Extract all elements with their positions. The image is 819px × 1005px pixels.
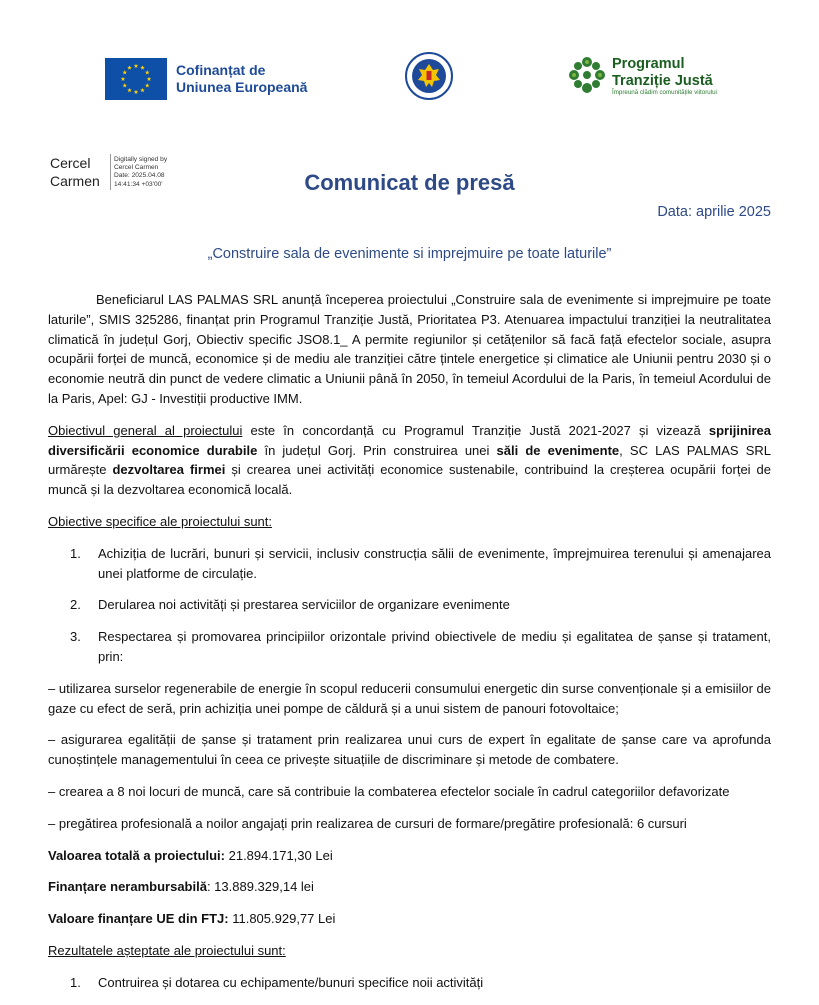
signature-meta-line: Date: 2025.04.08	[114, 172, 165, 180]
objective-bold: săli de evenimente	[496, 442, 620, 458]
eu-star-icon	[134, 64, 139, 68]
list-item	[48, 627, 771, 667]
results-list	[48, 973, 771, 993]
project-subtitle: „Construire sala de evenimente si imprejmuire pe toate laturile”	[207, 246, 612, 262]
value-label: Valoare finanțare UE din FTJ:	[48, 911, 229, 927]
dash-item: – pregătirea profesională a noilor angajați prin realizarea de cursuri de formare/pregătire profesională: 6 cursuri	[48, 815, 687, 831]
eu-star-icon	[140, 88, 145, 92]
eu-star-icon	[140, 65, 145, 69]
specific-heading: Obiective specifice ale proiectului sunt:	[48, 513, 273, 529]
ptj-title	[612, 56, 713, 90]
list-text: Achiziția de lucrări, bunuri și servicii, inclusiv construcția sălii de evenimente, împrejmuirea terenului și amenajarea unei platforme de circulație.	[98, 545, 771, 581]
eu-star-icon	[121, 77, 126, 81]
list-number: 1.	[70, 974, 81, 990]
list-number: 3.	[70, 629, 81, 645]
eu-star-icon	[127, 88, 132, 92]
eu-cofinancing-text	[176, 62, 307, 96]
objective-text: și crearea unei activități economice sustenabile, contribuind la creșterea ocupării forței de muncă și la dezvoltarea economică locală.	[48, 462, 771, 498]
document-body	[48, 290, 771, 1005]
ptj-flower-icon	[566, 54, 608, 96]
eu-star-icon	[147, 77, 152, 81]
specific-objectives-list	[48, 544, 771, 667]
list-number: 1.	[70, 545, 81, 561]
objective-text: este în concordanță cu Programul Tranziție Justă 2021-2027 și vizează	[242, 422, 709, 438]
value-label: Valoarea totală a proiectului:	[48, 847, 225, 863]
list-text: Respectarea și promovarea principiilor orizontale privind obiectivele de mediu și egalitatea de șanse și tratament, prin:	[98, 629, 771, 664]
eu-line-2: Uniunea Europeană	[176, 79, 308, 95]
eu-stars-icon	[105, 58, 167, 100]
eu-star-icon	[145, 70, 150, 74]
list-text: Derularea noi activități și prestarea serviciilor de organizare evenimente	[98, 597, 510, 613]
dash-item: – crearea a 8 noi locuri de muncă, care să contribuie la combaterea efectelor sociale în cadrul categoriilor defavorizate	[48, 783, 730, 799]
eu-star-icon	[122, 70, 127, 74]
signature-name-line-2: Carmen	[50, 173, 100, 189]
results-heading: Rezultatele așteptate ale proiectului sunt:	[48, 942, 286, 958]
objective-label: Obiectivul general al proiectului	[48, 422, 243, 438]
eu-star-icon	[134, 90, 139, 94]
objective-text: , SC LAS PALMAS SRL urmărește	[48, 442, 771, 478]
list-text: Contruirea și dotarea cu echipamente/bunuri specifice noii activități	[98, 974, 484, 990]
objective-bold: sprijinirea diversificării economice durabile	[48, 422, 772, 458]
document-title: Comunicat de presă	[304, 170, 515, 195]
eu-line-1: Cofinanțat de	[176, 62, 266, 78]
signature-meta-line: Cercel Carmen	[114, 164, 159, 172]
list-item	[48, 973, 771, 993]
ptj-line-1: Programul	[612, 56, 685, 72]
eu-flag-logo	[105, 58, 167, 100]
eu-star-icon	[122, 83, 127, 87]
ptj-line-2: Tranziție Justă	[612, 73, 713, 89]
objective-paragraph	[48, 421, 771, 500]
list-item	[48, 595, 771, 615]
list-number: 2.	[70, 597, 81, 613]
value-amount: 11.805.929,77 Lei	[228, 911, 336, 927]
dash-item: – utilizarea surselor regenerabile de energie în scopul reducerii consumului energetic din surse convenționale și a emisiilor de gaze cu efect de seră, prin achiziția unei pompe de căldură și a unui sistem de panouri fotovoltaice;	[48, 680, 771, 716]
ptj-flower-logo	[566, 54, 608, 96]
list-item	[48, 544, 771, 584]
romania-government-seal-icon	[405, 52, 453, 100]
value-nonrefundable	[48, 877, 771, 897]
government-seal-logo	[405, 52, 453, 100]
value-total	[48, 846, 771, 866]
eu-star-icon	[145, 83, 150, 87]
ptj-tagline: Împreună clădim comunitățile viitorului	[612, 89, 717, 96]
value-eu-ftj	[48, 909, 771, 929]
value-amount: : 13.889.329,14 lei	[206, 879, 314, 895]
value-label: Finanțare nerambursabilă	[48, 879, 207, 895]
intro-paragraph: Beneficiarul LAS PALMAS SRL anunță începerea proiectului „Construire sala de evenimente si imprejmuire pe toate laturile”, SMIS 325286, finanțat prin Programul Tranziție Justă, Prioritatea P3. Atenuarea impactului tranziției la neutralitatea climatică în județul Gorj, Obiectiv specific JSO8.1_ A permite regiunilor și cetățenilor să facă față efectelor sociale, asupra ocupării forței de muncă, economice și de mediu ale tranziției către țintele energetice și climatice ale Uniunii pentru 2030 și o economie neutră din punct de vedere climatic a Uniunii până în 2050, în temeiul Acordului de la Paris, în temeiul Acordului de la Paris, Apel: GJ - Investiții productive IMM.	[48, 292, 771, 406]
objective-text: în județul Gorj. Prin construirea unei	[257, 442, 497, 458]
signature-meta-line: Digitally signed by	[114, 156, 168, 163]
signature-meta-line: 14:41:34 +03'00'	[114, 180, 163, 188]
eu-star-icon	[127, 65, 132, 69]
document-date: Data: aprilie 2025	[657, 204, 771, 220]
objective-bold: dezvoltarea firmei	[112, 462, 226, 478]
signature-name-line-1: Cercel	[50, 155, 91, 171]
dash-item: – asigurarea egalității de șanse și tratament prin realizarea unui curs de expert în egalitate de șanse care va aprofunda cunoștințele managementului în ceea ce privește situațiile de discriminare și metode de combatere.	[48, 732, 771, 768]
value-amount: 21.894.171,30 Lei	[225, 847, 333, 863]
